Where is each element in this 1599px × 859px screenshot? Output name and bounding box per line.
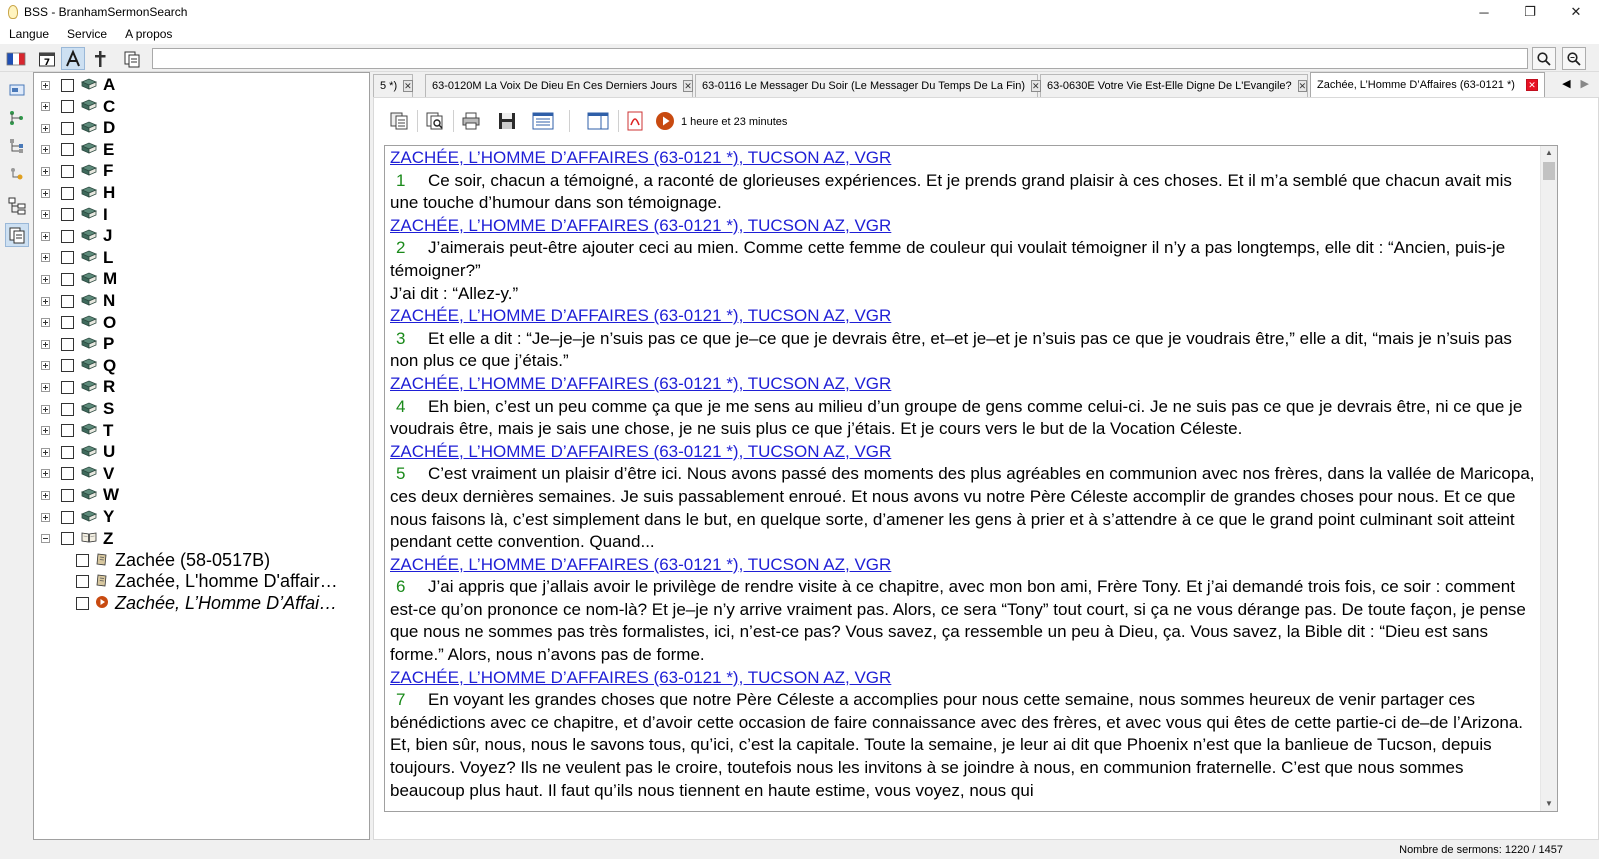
copy-search-icon	[425, 111, 445, 131]
paragraph-text: En voyant les grandes choses que notre Père Céleste a accomplies pour nous cette semaine, nous sommes heureux de venir partager ces bénédictions avec ce chapitre, et d’avoir cette occasion de faire connaissance avec des frères, et avec vous qui êtes de cette partie-ci de–de l’Arizona. Et, bien sûr, nous, nous le savons tous, qu’ici, c’est la capitale. Toute la semaine, je leur ai dit que Phoenix n’est que la banlieue de Tucson, depuis toujours. Voyez? Ils ne veulent pas le croire, toutefois nous les invitons à se joindre à nous, en communion fraternelle. C’est que nous sommes beaucoup plus haut. Il faut qu’ils nous tiennent en haute estime, vous voyez, nous qui	[390, 690, 1524, 800]
expand-icon[interactable]	[41, 210, 50, 219]
tab-bar	[373, 72, 1599, 97]
book-icon	[74, 488, 97, 503]
scroll-down-icon[interactable]: ▼	[1545, 799, 1553, 808]
tree-node-checkbox[interactable]	[61, 316, 74, 329]
sidebar-view-button-3[interactable]	[5, 134, 29, 158]
tree-node-label: S	[103, 399, 115, 418]
tree-node-label: R	[103, 377, 116, 397]
tree-node-checkbox[interactable]	[61, 424, 74, 437]
pdf-icon	[625, 111, 645, 131]
book-icon	[74, 445, 97, 460]
document-area	[373, 72, 1599, 840]
document-tab[interactable]	[425, 74, 693, 97]
paragraph	[390, 396, 1535, 441]
play-circle-icon	[655, 111, 675, 131]
sermon-reference-link[interactable]: ZACHÉE, L’HOMME D’AFFAIRES (63-0121 *), TUCSON AZ, VGR	[390, 215, 892, 235]
document-toolbar	[374, 98, 1598, 144]
tree-node-r[interactable]	[34, 376, 115, 398]
expand-icon[interactable]	[41, 297, 50, 306]
tree-node-w[interactable]	[34, 484, 119, 506]
book-icon	[74, 510, 97, 525]
tree-node-d[interactable]	[34, 117, 115, 139]
sermon-title: Zachée, L’Homme D’Affai…	[115, 592, 338, 613]
tree-node-label: H	[103, 183, 116, 202]
sermon-reference-link[interactable]: ZACHÉE, L’HOMME D’AFFAIRES (63-0121 *), TUCSON AZ, VGR	[390, 667, 892, 687]
font-letter-icon	[64, 50, 82, 68]
branch-icon	[9, 166, 25, 182]
tree-node-c[interactable]	[34, 96, 115, 118]
document-tab[interactable]	[1310, 72, 1545, 97]
restore-icon: ❐	[1524, 4, 1536, 19]
sermon-checkbox[interactable]	[76, 575, 89, 588]
book-icon	[74, 294, 97, 309]
tree-node-checkbox[interactable]	[61, 251, 74, 264]
tree-node-p[interactable]	[34, 333, 114, 355]
paragraph-list-button[interactable]	[531, 109, 555, 133]
copy-text-icon	[389, 111, 409, 131]
book-icon	[74, 121, 97, 136]
tab-label: 63-0116 Le Messager Du Soir (Le Messager Du Temps De La Fin)	[702, 80, 1026, 92]
sermon-tree	[33, 72, 370, 840]
tree-node-checkbox[interactable]	[61, 403, 74, 416]
book-icon	[74, 466, 97, 481]
pdf-button[interactable]	[623, 109, 647, 133]
cross-icon	[91, 50, 109, 68]
tab-label: 5 *)	[380, 80, 398, 92]
tree-node-label: N	[103, 291, 116, 310]
tree-node-label: O	[103, 312, 117, 332]
play-circle-icon	[89, 595, 109, 612]
save-button[interactable]	[495, 109, 519, 133]
expand-icon[interactable]	[41, 383, 50, 392]
tree-node-n[interactable]	[34, 290, 115, 312]
paragraph-number: 5	[396, 464, 406, 484]
expand-icon[interactable]	[41, 448, 50, 457]
svg-text:7: 7	[43, 57, 51, 68]
tree-node-checkbox[interactable]	[61, 381, 74, 394]
expand-icon[interactable]	[41, 81, 50, 90]
paragraph-text: C’est vraiment un plaisir d’être ici. Nous avons passé des moments des plus agréables en communion avec nos frères, dans la vallée de Maricopa, ces deux dernières semaines. Je suis passablement enroué. Et nous avons vu notre Père Céleste accomplir de grandes choses pour nous. Et ce que nous faisons là, c’est simplement dans le but, en quelque sorte, d’amener les gens à prier et à s’attendre à ce que le grand point culminant soit atteint pendant cette convention. Quand...	[390, 464, 1535, 552]
tab-close-icon[interactable]: ✕	[1526, 79, 1538, 91]
tree-node-checkbox[interactable]	[61, 532, 74, 545]
tree-node-q[interactable]	[34, 355, 116, 377]
left-sidebar	[0, 72, 33, 840]
tree-node-u[interactable]	[34, 441, 115, 463]
tree-node-label: I	[103, 204, 108, 224]
search-button[interactable]	[1532, 47, 1556, 70]
tree-node-h[interactable]	[34, 182, 115, 204]
tree-node-label: M	[103, 269, 118, 289]
expand-icon[interactable]	[41, 189, 50, 198]
sermon-reference-link[interactable]: ZACHÉE, L’HOMME D’AFFAIRES (63-0121 *), TUCSON AZ, VGR	[390, 306, 892, 326]
tab-label: 63-0120M La Voix De Dieu En Ces Derniers Jours	[432, 80, 678, 92]
bible-cross-button[interactable]	[88, 47, 112, 70]
tree-node-y[interactable]	[34, 506, 114, 528]
sermon-text-reader[interactable]	[384, 145, 1558, 812]
copy-selection-button[interactable]	[423, 109, 447, 133]
paragraph-text: Et elle a dit : “Je–je–je n’suis pas ce que je–ce que je devrais être, et–et je–et je n’suis pas ce que je voudrais être,” elle a dit, “mais je n’suis pas non plus ce que j’étais.”	[390, 328, 1512, 371]
book-icon	[74, 380, 97, 395]
sermon-title: Zachée (58-0517B)	[115, 549, 271, 570]
paragraph-number: 4	[396, 396, 406, 416]
app-logo-icon	[8, 5, 18, 19]
book-icon	[74, 250, 97, 265]
tree-node-label: C	[103, 96, 116, 116]
calendar-icon	[38, 50, 56, 68]
paragraph-number: 2	[396, 238, 406, 258]
book-icon	[74, 164, 97, 179]
main-toolbar	[0, 45, 1599, 72]
open-book-icon	[74, 531, 97, 546]
window-title: BSS - BranhamSermonSearch	[24, 5, 188, 19]
tree-node-l[interactable]	[34, 247, 113, 269]
book-icon	[74, 142, 97, 157]
tree-nodes-icon	[9, 110, 25, 126]
sermon-reference-link[interactable]: ZACHÉE, L’HOMME D’AFFAIRES (63-0121 *), TUCSON AZ, VGR	[390, 441, 892, 461]
sermon-list-item[interactable]	[76, 571, 338, 593]
tree-node-checkbox[interactable]	[61, 187, 74, 200]
search-plus-icon	[1567, 52, 1581, 66]
expand-icon[interactable]	[41, 102, 50, 111]
close-button[interactable]	[1553, 0, 1599, 24]
sermon-reference-link[interactable]: ZACHÉE, L’HOMME D’AFFAIRES (63-0121 *), TUCSON AZ, VGR	[390, 373, 892, 393]
play-audio-button[interactable]	[653, 109, 677, 133]
tab-scroll-right-icon[interactable]: ▶	[1580, 78, 1589, 90]
expand-icon[interactable]	[41, 469, 50, 478]
paragraph	[390, 463, 1535, 553]
paragraph-continuation: J’ai dit : “Allez-y.”	[390, 283, 519, 303]
sermon-checkbox[interactable]	[76, 554, 89, 567]
tree-node-i[interactable]	[34, 204, 108, 226]
tree-node-a[interactable]	[34, 74, 115, 96]
tab-close-icon[interactable]: ✕	[1298, 81, 1307, 91]
scroll-thumb[interactable]	[1543, 162, 1555, 180]
sidebar-view-button-5[interactable]	[5, 194, 29, 218]
tree-node-checkbox[interactable]	[61, 467, 74, 480]
tree-node-label: L	[103, 247, 114, 267]
tree-node-v[interactable]	[34, 463, 114, 485]
search-icon	[1537, 52, 1551, 66]
expand-icon[interactable]	[41, 232, 50, 241]
paragraph	[390, 170, 1535, 215]
tree-node-label: Y	[103, 507, 115, 526]
tree-node-label: V	[103, 463, 115, 483]
close-icon: ✕	[1570, 4, 1582, 19]
tab-label: 63-0630E Votre Vie Est-Elle Digne De L'Evangile?	[1047, 80, 1292, 92]
book-icon	[74, 337, 97, 352]
tree-node-label: W	[103, 485, 120, 505]
expand-icon[interactable]	[41, 491, 50, 500]
documents-icon	[123, 50, 141, 68]
tree-node-checkbox[interactable]	[61, 338, 74, 351]
paragraph	[390, 328, 1535, 373]
book-icon	[74, 99, 97, 114]
tree-node-checkbox[interactable]	[61, 165, 74, 178]
tree-node-checkbox[interactable]	[61, 100, 74, 113]
tree-node-label: D	[103, 118, 116, 138]
printer-icon	[461, 111, 481, 131]
sidebar-view-button-1[interactable]	[5, 78, 29, 102]
tree-node-t[interactable]	[34, 420, 113, 442]
paragraph-text: J’ai appris que j’allais avoir le privilège de rendre visite à ce chapitre, avec mon bon ami, Frère Tony. Et j’ai demandé trois fois, ce soir : comment est-ce qu’on prononce ce nom-là? Et je–je n’y arrive vraiment pas. Alors, ce sera “Tony” tout court, si ça ne vous dérange pas. De toute façon, je pense que nous ne sommes pas très formalistes, ici, n’est-ce pas? Vous savez, ça ressemble un peu à Dieu, ça. Vous savez, la Bible dit : “Dieu est sans forme.” Alors, nous n’avons pas de forme.	[390, 577, 1526, 665]
menu-langue[interactable]: Langue	[9, 27, 50, 41]
sermon-reference-link[interactable]: ZACHÉE, L’HOMME D’AFFAIRES (63-0121 *), TUCSON AZ, VGR	[390, 554, 892, 574]
minimize-icon: ─	[1479, 4, 1489, 20]
menu-service[interactable]: Service	[67, 27, 108, 41]
tree-node-checkbox[interactable]	[61, 79, 74, 92]
book-icon	[74, 207, 97, 222]
book-icon	[74, 272, 97, 287]
tree-node-checkbox[interactable]	[61, 295, 74, 308]
paragraph-text: J’aimerais peut-être ajouter ceci au mien. Comme cette femme de couleur qui voulait témoigner il n’y a pas longtemps, elle dit : “Ancien, puis-je témoigner?”	[390, 238, 1506, 280]
book-icon	[74, 402, 97, 417]
expand-icon[interactable]	[41, 318, 50, 327]
expand-icon[interactable]	[41, 275, 50, 284]
expand-icon[interactable]	[41, 340, 50, 349]
list-view-icon	[532, 111, 554, 131]
print-button[interactable]	[459, 109, 483, 133]
menu-bar	[0, 24, 1599, 44]
paragraph-text: Eh bien, c’est un peu comme ça que je me sens au milieu d’un groupe de gens comme celui-ci. Je ne suis pas ce que je devrais être, ni ce que je voudrais être, mais je sais une chose, je ne suis plus ce que j’étais. Et je cours vers le but de la Vocation Céleste.	[390, 396, 1523, 439]
expand-icon[interactable]	[41, 513, 50, 522]
tree-node-f[interactable]	[34, 160, 113, 182]
tree-node-checkbox[interactable]	[61, 122, 74, 135]
copy-button[interactable]	[387, 109, 411, 133]
book-icon	[74, 78, 97, 93]
paragraph-number: 7	[396, 690, 406, 710]
maximize-button[interactable]	[1507, 0, 1553, 24]
advanced-search-button[interactable]	[1562, 47, 1586, 70]
document-tab[interactable]	[695, 74, 1038, 97]
tab-scroll-left-icon[interactable]: ◀	[1562, 78, 1571, 90]
sidebar-view-button-4[interactable]	[5, 162, 29, 186]
paragraph	[390, 237, 1535, 282]
book-icon	[74, 315, 97, 330]
document-tab[interactable]	[1040, 74, 1308, 97]
tree-node-label: Z	[103, 528, 114, 548]
expand-icon[interactable]	[41, 361, 50, 370]
paragraph-number: 1	[396, 170, 406, 190]
floppy-disk-icon	[497, 111, 517, 131]
hierarchy-icon	[9, 138, 25, 154]
tree-node-label: Q	[103, 355, 117, 375]
documents-icon	[8, 226, 26, 244]
menu-a-propos[interactable]: A propos	[125, 27, 173, 41]
expand-icon[interactable]	[41, 253, 50, 262]
tree-node-checkbox[interactable]	[61, 143, 74, 156]
split-view-button[interactable]	[586, 109, 610, 133]
tree-node-o[interactable]	[34, 312, 116, 334]
window-list-icon	[9, 82, 25, 98]
book-icon	[74, 358, 97, 373]
audio-duration: 1 heure et 23 minutes	[681, 116, 788, 128]
expand-icon[interactable]	[41, 145, 50, 154]
tree-node-checkbox[interactable]	[61, 446, 74, 459]
tab-close-icon[interactable]: ✕	[404, 81, 412, 91]
sermon-count-status: Nombre de sermons: 1220 / 1457	[1399, 844, 1563, 856]
tree-node-checkbox[interactable]	[61, 230, 74, 243]
tree-node-j[interactable]	[34, 225, 112, 247]
tree-node-s[interactable]	[34, 398, 114, 420]
tree-node-checkbox[interactable]	[61, 511, 74, 524]
font-button[interactable]	[61, 47, 85, 70]
expand-icon[interactable]	[41, 426, 50, 435]
expand-icon[interactable]	[41, 405, 50, 414]
split-window-icon	[587, 111, 609, 131]
sermon-list-item[interactable]	[76, 592, 337, 614]
sidebar-view-button-2[interactable]	[5, 106, 29, 130]
tab-close-icon[interactable]: ✕	[1032, 81, 1040, 91]
status-bar	[0, 840, 1599, 859]
tree-node-e[interactable]	[34, 139, 114, 161]
collapse-icon[interactable]	[41, 534, 50, 543]
document-tab[interactable]	[373, 74, 413, 97]
tab-label: Zachée, L’Homme D’Affaires (63-0121 *)	[1317, 79, 1515, 91]
expand-icon[interactable]	[41, 124, 50, 133]
minimize-button[interactable]	[1461, 0, 1507, 24]
tree-node-label: F	[103, 161, 114, 181]
tree-node-checkbox[interactable]	[61, 359, 74, 372]
sermon-book-icon	[89, 552, 109, 569]
paragraph-number: 3	[396, 328, 406, 348]
french-flag-icon	[7, 53, 25, 65]
scroll-up-icon[interactable]: ▲	[1545, 148, 1553, 157]
sermon-title: Zachée, L'homme D'affair…	[115, 571, 338, 592]
paragraph	[390, 576, 1535, 666]
tab-close-icon[interactable]: ✕	[684, 81, 692, 91]
expand-icon[interactable]	[41, 167, 50, 176]
book-icon	[74, 423, 97, 438]
outline-tree-icon	[8, 197, 26, 215]
sermon-book-icon	[89, 573, 109, 590]
book-icon	[74, 186, 97, 201]
tree-node-label: A	[103, 75, 116, 94]
tree-node-m[interactable]	[34, 268, 117, 290]
tree-node-checkbox[interactable]	[61, 273, 74, 286]
tree-node-label: T	[103, 420, 114, 440]
calendar-button[interactable]	[35, 47, 59, 70]
sermon-reference-link[interactable]: ZACHÉE, L’HOMME D’AFFAIRES (63-0121 *), TUCSON AZ, VGR	[390, 148, 892, 167]
tree-node-label: J	[103, 226, 113, 246]
search-input[interactable]	[152, 48, 1528, 69]
sidebar-view-button-6[interactable]	[5, 223, 29, 247]
tree-node-checkbox[interactable]	[61, 489, 74, 502]
paragraph	[390, 689, 1535, 802]
tree-node-z[interactable]	[34, 528, 113, 550]
tree-node-label: P	[103, 334, 115, 354]
tree-node-checkbox[interactable]	[61, 208, 74, 221]
tree-node-label: E	[103, 139, 115, 159]
paragraph-number: 6	[396, 577, 406, 597]
reader-scrollbar[interactable]	[1540, 146, 1557, 811]
language-flag-button[interactable]	[4, 47, 28, 70]
sermon-checkbox[interactable]	[76, 597, 89, 610]
sermon-list-item[interactable]	[76, 549, 270, 571]
book-icon	[74, 229, 97, 244]
title-bar	[0, 0, 1599, 24]
document-panel	[373, 97, 1599, 840]
paragraph-text: Ce soir, chacun a témoigné, a raconté de glorieuses expériences. Et je prends grand plaisir à ces choses. Et il m’a semblé que chacun avait mis une touche d’humour dans son témoignage.	[390, 170, 1512, 213]
tree-node-label: U	[103, 442, 116, 462]
copy-documents-button[interactable]	[120, 47, 144, 70]
